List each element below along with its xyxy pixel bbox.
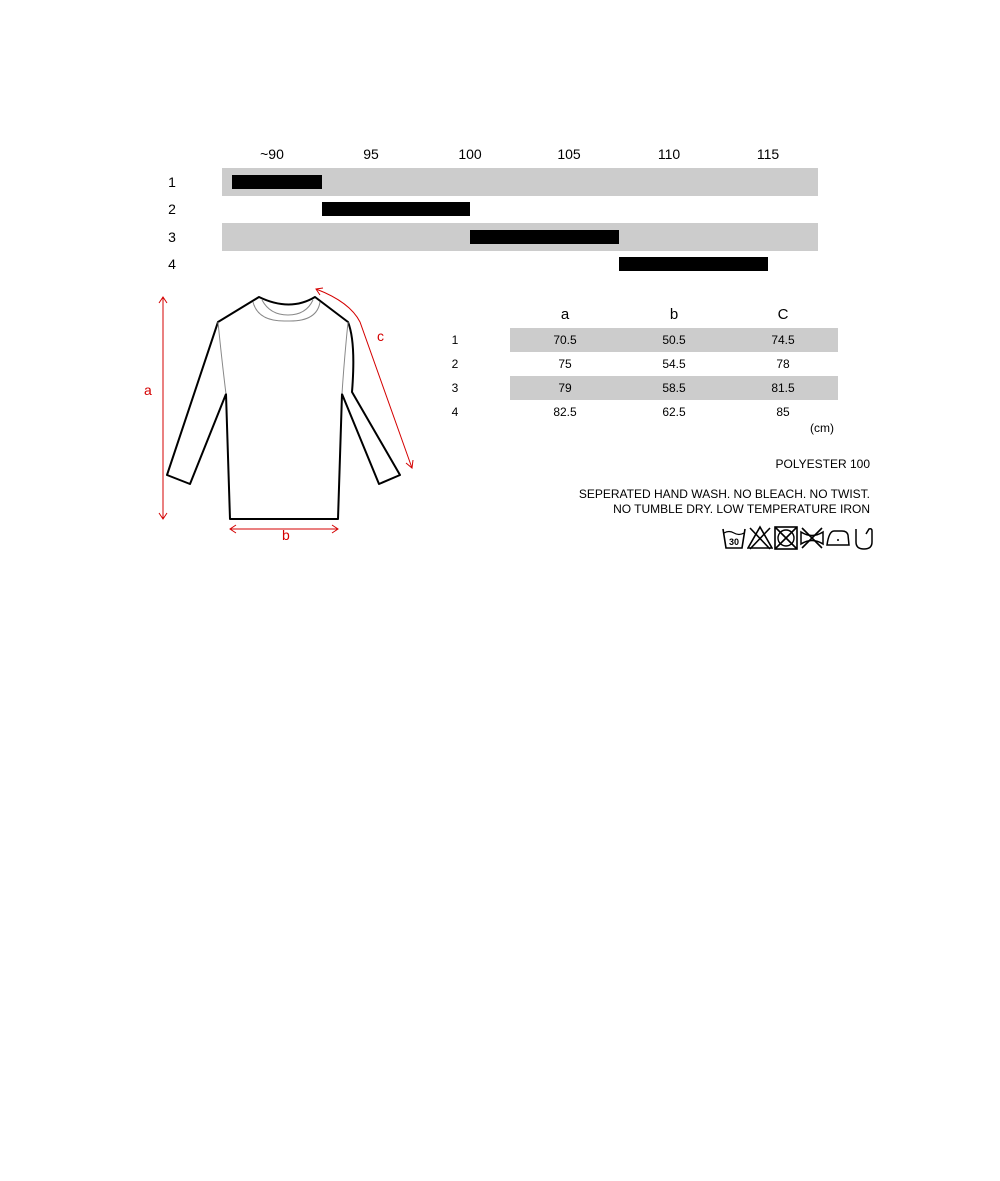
size-range-bar: [619, 257, 768, 271]
garment-diagram: [140, 282, 430, 552]
cell: 78: [776, 357, 790, 371]
tick-label: 115: [756, 146, 780, 162]
size-range-bar: [322, 202, 471, 216]
row-label: 4: [451, 405, 459, 419]
size-row-label: 4: [168, 256, 176, 272]
care-icons: [718, 525, 878, 553]
size-row-label: 2: [168, 201, 176, 217]
cell: 70.5: [553, 333, 577, 347]
measure-arrow-c: [316, 288, 413, 468]
cell: 81.5: [771, 381, 795, 395]
size-range-bar: [470, 230, 619, 244]
tick-label: 100: [458, 146, 482, 162]
care-text-line2: NO TUMBLE DRY. LOW TEMPERATURE IRON: [613, 502, 870, 516]
material-label: POLYESTER 100: [775, 457, 870, 471]
size-row-label: 3: [168, 229, 176, 245]
row-label: 1: [451, 333, 459, 347]
cell: 85: [776, 405, 790, 419]
measurement-table: [440, 300, 860, 440]
care-text-line1: SEPERATED HAND WASH. NO BLEACH. NO TWIST.: [578, 487, 870, 501]
sweater-illustration: [140, 282, 430, 552]
column-header: b: [669, 306, 679, 323]
tick-label: 105: [557, 146, 581, 162]
cell: 58.5: [662, 381, 686, 395]
hand-wash-30-icon: [721, 525, 747, 551]
low-iron-icon: [825, 525, 851, 551]
cell: 79: [558, 381, 572, 395]
cell: 54.5: [662, 357, 686, 371]
cell: 74.5: [771, 333, 795, 347]
row-label: 3: [451, 381, 459, 395]
cell: 82.5: [553, 405, 577, 419]
cell: 50.5: [662, 333, 686, 347]
measure-label-c: c: [377, 328, 384, 344]
size-range-chart: [0, 0, 1000, 290]
tick-label: 95: [363, 146, 379, 162]
measure-label-b: b: [282, 527, 290, 543]
no-wring-icon: [799, 525, 825, 551]
unit-label: (cm): [810, 421, 834, 435]
svg-text:30: 30: [728, 537, 740, 547]
column-header: a: [560, 306, 570, 323]
column-header: C: [777, 306, 789, 323]
no-bleach-icon: [747, 525, 773, 551]
no-tumble-dry-icon: [773, 525, 799, 551]
measure-arrow-a: [159, 297, 167, 519]
row-label: 2: [451, 357, 459, 371]
cell: 62.5: [662, 405, 686, 419]
hand-wash-icon: [851, 525, 877, 551]
size-range-bar: [232, 175, 321, 189]
tick-label: ~90: [260, 146, 284, 162]
tick-label: 110: [657, 146, 681, 162]
measure-label-a: a: [144, 382, 152, 398]
size-row-label: 1: [168, 174, 176, 190]
cell: 75: [558, 357, 572, 371]
